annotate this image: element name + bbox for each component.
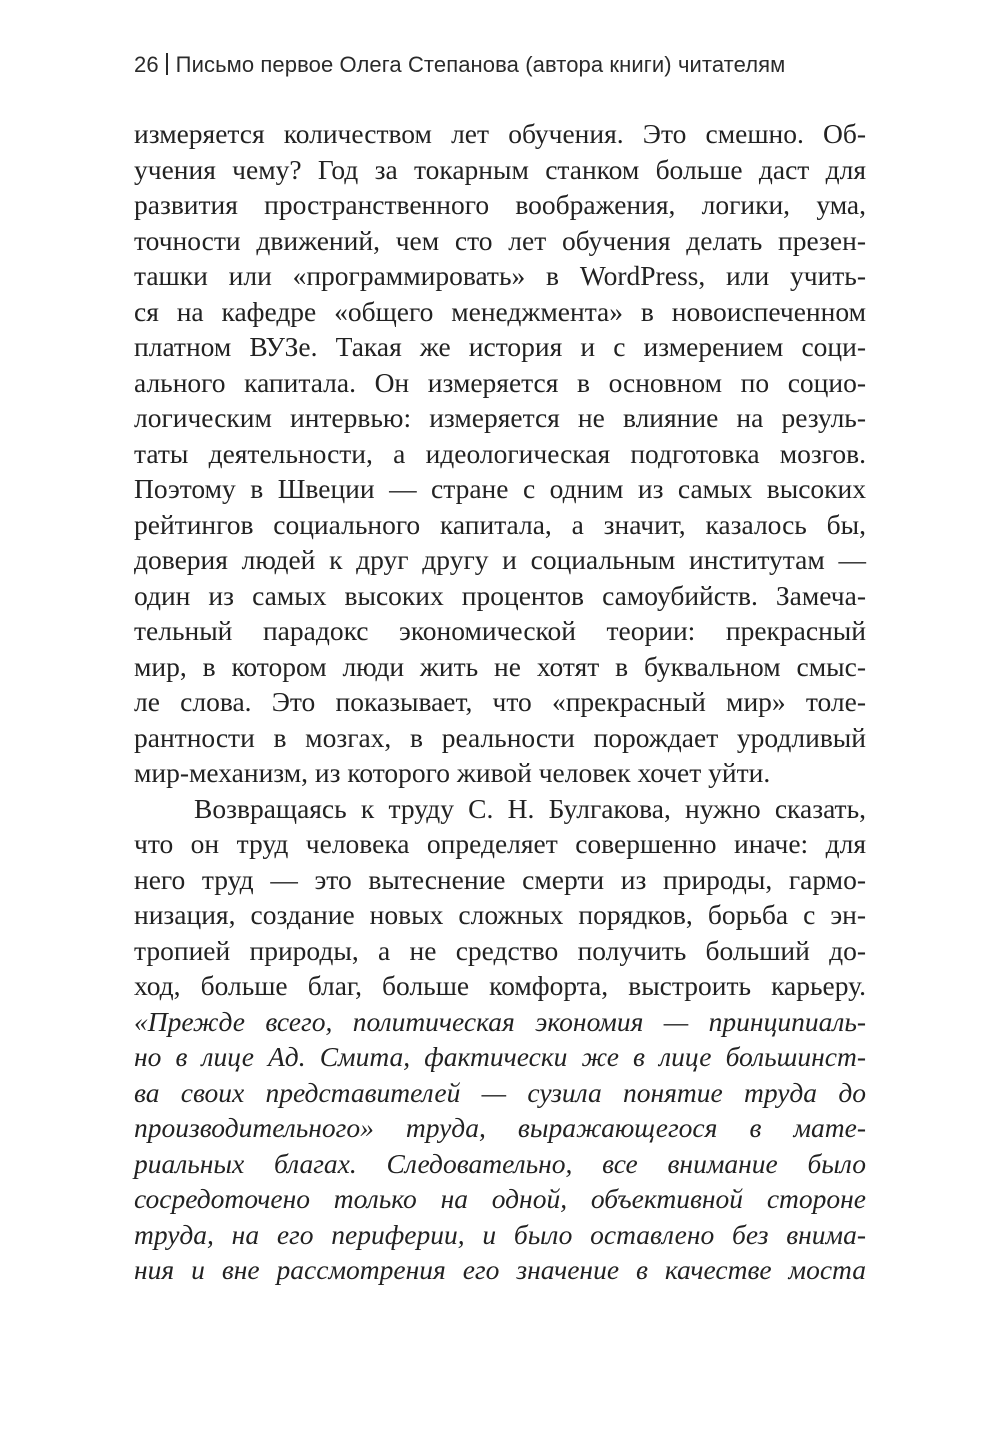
- quote-line: труда, на его периферии, и было оставлено без внима-: [134, 1218, 866, 1250]
- text-line: ся на кафедре «общего менеджмента» в новоиспеченном: [134, 295, 866, 327]
- quote-line: но в лице Ад. Смита, фактически же в лице большинст-: [134, 1041, 866, 1072]
- quote-line: ва своих представителей — сузила понятие труда до: [134, 1076, 866, 1108]
- header-separator: [166, 53, 168, 75]
- text-line: измеряется количеством лет обучения. Это смешно. Об-: [134, 118, 866, 149]
- text-line: Возвращаясь к труду С. Н. Булгакова, нужно сказать,: [194, 792, 866, 824]
- text-line: точности движений, чем сто лет обучения делать презен-: [134, 224, 866, 256]
- text-line: логическим интервью: измеряется не влияние на резуль-: [134, 402, 866, 433]
- text-line: таты деятельности, а идеологическая подготовка мозгов.: [134, 437, 866, 469]
- paragraph-2: [134, 791, 866, 1004]
- paragraph-1: [134, 116, 866, 791]
- text-line: учения чему? Год за токарным станком больше даст для: [134, 153, 866, 185]
- text-line: тропией природы, а не средство получить больший до-: [134, 934, 866, 966]
- text-line: ход, больше благ, больше комфорта, выстроить карьеру.: [134, 970, 866, 1001]
- text-line: рейтингов социального капитала, а значит, казалось бы,: [134, 508, 866, 540]
- page-number: 26: [134, 52, 159, 77]
- text-line: доверия людей к друг другу и социальным институтам —: [134, 544, 866, 575]
- quote-line: ния и вне рассмотрения его значение в качестве моста: [134, 1254, 866, 1285]
- text-line: один из самых высоких процентов самоубийств. Замеча-: [134, 579, 866, 611]
- text-line: мир-механизм, из которого живой человек хочет уйти.: [134, 757, 771, 788]
- text-line: рантности в мозгах, в реальности порождает уродливый: [134, 721, 866, 753]
- text-line: ального капитала. Он измеряется в основном по социо-: [134, 366, 866, 398]
- text-line: него труд — это вытеснение смерти из природы, гармо-: [134, 863, 866, 895]
- text-line: низация, создание новых сложных порядков, борьба с эн-: [134, 899, 866, 930]
- text-line: ташки или «программировать» в WordPress, или учить-: [134, 260, 866, 291]
- italic-quote: [134, 1004, 866, 1288]
- body-text: [134, 116, 866, 1288]
- text-line: Поэтому в Швеции — стране с одним из самых высоких: [134, 473, 866, 504]
- running-head: [134, 52, 785, 78]
- text-line: ле слова. Это показывает, что «прекрасный мир» толе-: [134, 686, 866, 717]
- quote-line: «Прежде всего, политическая экономия — принципиаль-: [134, 1005, 866, 1037]
- text-line: платном ВУЗе. Такая же история и с измерением соци-: [134, 331, 866, 362]
- text-line: развития пространственного воображения, логики, ума,: [134, 189, 866, 220]
- text-line: мир, в котором люди жить не хотят в буквальном смыс-: [134, 650, 866, 682]
- text-line: что он труд человека определяет совершенно иначе: для: [134, 828, 866, 859]
- quote-line: производительного» труда, выражающегося в мате-: [134, 1112, 866, 1143]
- text-line: тельный парадокс экономической теории: прекрасный: [134, 615, 866, 646]
- chapter-title: Письмо первое Олега Степанова (автора книги) читателям: [175, 52, 786, 77]
- quote-line: риальных благах. Следовательно, все внимание было: [134, 1147, 866, 1179]
- quote-line: сосредоточено только на одной, объективной стороне: [134, 1183, 866, 1214]
